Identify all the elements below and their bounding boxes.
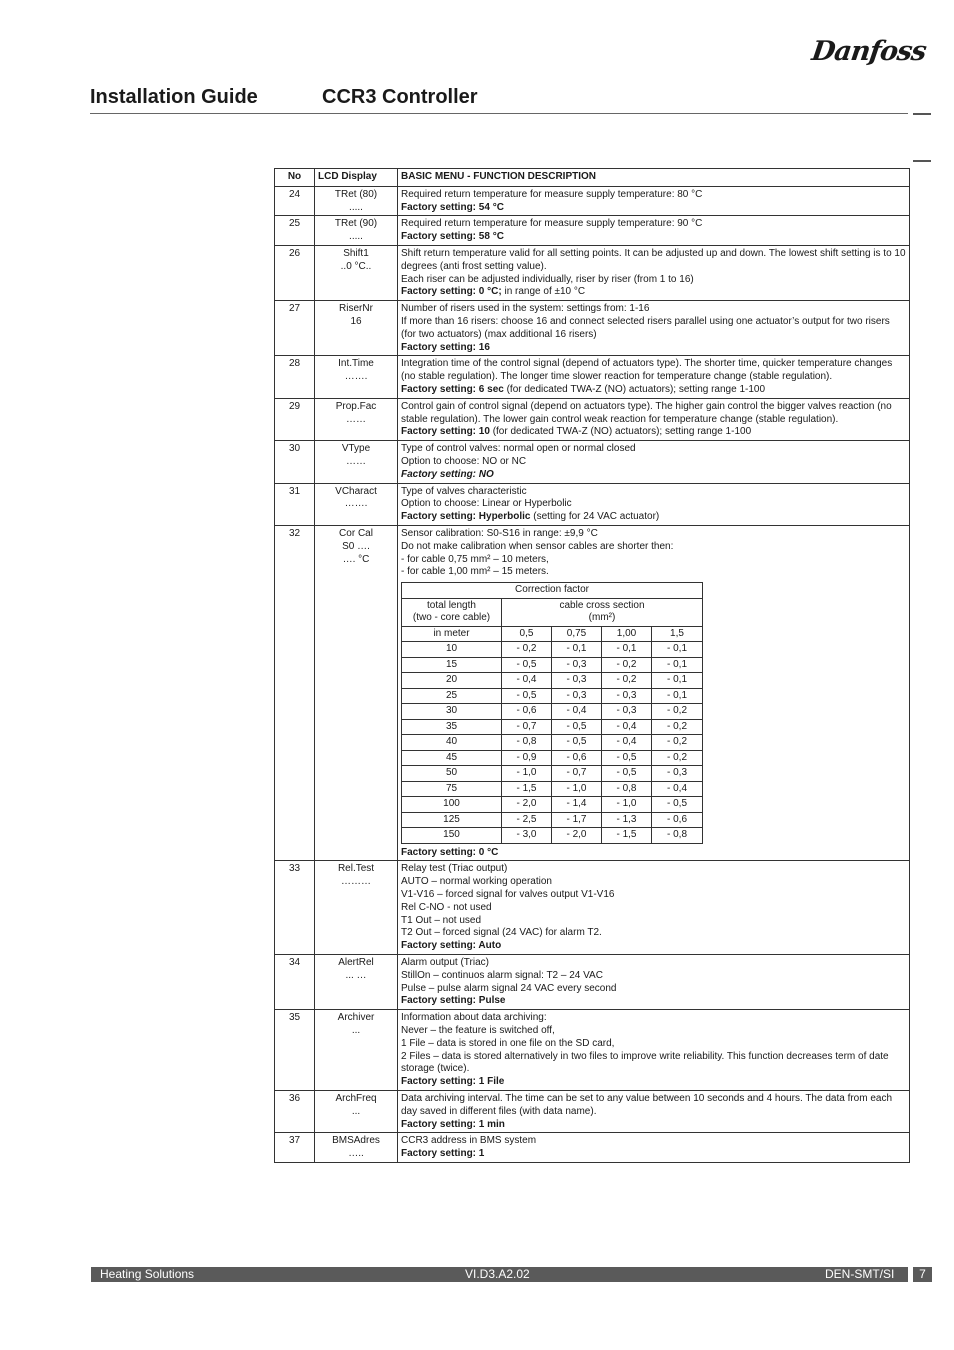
description-line — [401, 927, 906, 940]
description-line — [401, 847, 906, 860]
description-line — [401, 303, 906, 316]
description-text: Shift return temperature valid for all setting points. It can be adjusted up and down. The lowest shift setting is to 10 degrees (anti frost setting value). — [401, 247, 906, 272]
correction-value: - 0,2 — [652, 735, 703, 751]
factory-setting: Factory setting: Pulse — [401, 995, 506, 1007]
row-number: 34 — [275, 954, 315, 1009]
two-core-cable-label: (two - core cable) — [412, 612, 491, 624]
table-row — [275, 216, 910, 246]
row-number: 28 — [275, 356, 315, 398]
description-text: Pulse – pulse alarm signal 24 VAC every second — [401, 982, 617, 994]
description-line — [401, 358, 906, 384]
description-text: Option to choose: Linear or Hyperbolic — [401, 498, 572, 510]
lcd-display-cell — [315, 525, 398, 860]
lcd-display-text: TRet (90) — [334, 218, 378, 230]
description-line — [401, 995, 906, 1008]
description-text: 1 File – data is stored in one file on the SD card, — [401, 1037, 615, 1049]
correction-value: - 0,1 — [602, 642, 652, 658]
correction-value: - 1,0 — [602, 797, 652, 813]
margin-mark-top — [913, 113, 931, 115]
description-text: T2 Out – forced signal (24 VAC) for alarm T2. — [401, 927, 602, 939]
table-row — [275, 483, 910, 525]
description-line — [401, 511, 906, 524]
danfoss-logo: Danfoss — [809, 36, 928, 67]
correction-value: - 0,5 — [602, 766, 652, 782]
lcd-display-text: ..... — [349, 231, 363, 243]
table-row — [275, 301, 910, 356]
description-line — [401, 202, 906, 215]
correction-value: - 0,4 — [502, 673, 552, 689]
description-line — [401, 316, 906, 342]
description-text: 2 Files – data is stored alternatively in two files to improve write reliability. This function decreases term of date storage (twice). — [401, 1050, 889, 1075]
description-text: StillOn – continuos alarm signal: T2 – 24 VAC — [401, 969, 603, 981]
lcd-display-text: Rel.Test — [337, 863, 375, 875]
cable-length-value: 150 — [402, 828, 502, 844]
correction-value: - 0,3 — [602, 704, 652, 720]
table-row — [275, 954, 910, 1009]
description-line — [401, 401, 906, 427]
factory-setting: Factory setting: Auto — [401, 940, 502, 952]
factory-setting: Factory setting: 1 min — [401, 1118, 505, 1130]
lcd-display-text: ….. — [348, 1148, 364, 1160]
correction-row — [402, 688, 703, 704]
description-text: - for cable 1,00 mm² – 15 meters. — [401, 566, 549, 578]
description-line — [401, 528, 906, 541]
row-number: 26 — [275, 245, 315, 300]
description-line — [401, 486, 906, 499]
row-number: 30 — [275, 441, 315, 483]
correction-value: - 0,2 — [602, 657, 652, 673]
factory-setting: Factory setting: 0 °C — [401, 846, 499, 858]
row-number: 29 — [275, 398, 315, 440]
description-text: Type of valves characteristic — [401, 485, 527, 497]
factory-setting: Factory setting: NO — [401, 468, 494, 480]
total-length-label: total length — [427, 599, 476, 611]
correction-value: - 0,5 — [602, 750, 652, 766]
section-value: 1,5 — [652, 626, 703, 642]
description-text: Sensor calibration: S0-S16 in range: ±9,9 °C — [401, 527, 598, 539]
cable-length-value: 30 — [402, 704, 502, 720]
lcd-display-text: VType — [341, 443, 371, 455]
description-line — [401, 1012, 906, 1025]
lcd-display-text: TRet (80) — [334, 188, 378, 200]
function-description-cell — [398, 301, 910, 356]
correction-value: - 0,5 — [502, 657, 552, 673]
lcd-display-text: Shift1 — [343, 247, 369, 259]
description-line — [401, 1038, 906, 1051]
lcd-display-text: ..0 °C.. — [340, 260, 372, 272]
correction-value: - 0,3 — [552, 657, 602, 673]
description-line — [401, 384, 906, 397]
description-text: Required return temperature for measure supply temperature: 80 °C — [401, 188, 703, 200]
description-text: - for cable 0,75 mm² – 10 meters, — [401, 553, 549, 565]
doc-type-title: Installation Guide — [90, 86, 258, 108]
description-line — [401, 469, 906, 482]
factory-setting: Factory setting: Hyperbolic — [401, 511, 531, 523]
correction-value: - 0,1 — [652, 673, 703, 689]
correction-value: - 0,3 — [602, 688, 652, 704]
correction-row — [402, 719, 703, 735]
correction-value: - 0,1 — [652, 657, 703, 673]
menu-table-body — [275, 186, 910, 1162]
correction-value: - 1,5 — [502, 781, 552, 797]
cable-length-value: 15 — [402, 657, 502, 673]
lcd-display-cell — [315, 441, 398, 483]
basic-menu-table — [274, 168, 910, 1163]
lcd-display-cell — [315, 245, 398, 300]
header-no: No — [275, 169, 315, 187]
correction-row — [402, 766, 703, 782]
row-number: 35 — [275, 1010, 315, 1091]
row-number: 33 — [275, 861, 315, 955]
correction-value: - 0,9 — [502, 750, 552, 766]
function-description-cell — [398, 525, 910, 860]
correction-value: - 0,5 — [652, 797, 703, 813]
correction-value: - 0,2 — [502, 642, 552, 658]
table-row — [275, 245, 910, 300]
lcd-display-cell — [315, 356, 398, 398]
description-line — [401, 1025, 906, 1038]
table-row — [275, 1010, 910, 1091]
lcd-display-text: Cor Cal — [339, 527, 373, 539]
correction-value: - 0,5 — [502, 688, 552, 704]
description-text: (for dedicated TWA-Z (NO) actuators); setting range 1-100 — [489, 426, 752, 438]
function-description-cell — [398, 186, 910, 216]
description-line — [401, 1148, 906, 1161]
page-number: 7 — [913, 1267, 932, 1282]
description-line — [401, 274, 906, 287]
description-line — [401, 902, 906, 915]
correction-value: - 0,2 — [652, 750, 703, 766]
description-line — [401, 456, 906, 469]
correction-value: - 0,1 — [652, 688, 703, 704]
function-description-cell — [398, 1090, 910, 1132]
table-header-row — [275, 169, 910, 187]
description-text: Do not make calibration when sensor cables are shorter then: — [401, 540, 674, 552]
correction-value: - 1,3 — [602, 812, 652, 828]
correction-value: - 1,0 — [502, 766, 552, 782]
product-title: CCR3 Controller — [322, 86, 478, 108]
description-text: Each riser can be adjusted individually, riser by riser (from 1 to 16) — [401, 273, 694, 285]
description-line — [401, 1119, 906, 1132]
factory-setting: Factory setting: 0 °C; — [401, 286, 502, 298]
correction-value: - 0,4 — [602, 719, 652, 735]
correction-row — [402, 828, 703, 844]
lcd-display-cell — [315, 483, 398, 525]
correction-value: - 2,0 — [552, 828, 602, 844]
table-row — [275, 525, 910, 860]
description-line — [401, 1051, 906, 1077]
table-row — [275, 441, 910, 483]
lcd-display-text: Prop.Fac — [335, 400, 377, 412]
correction-value: - 0,6 — [652, 812, 703, 828]
description-text: CCR3 address in BMS system — [401, 1135, 537, 1147]
function-description-cell — [398, 245, 910, 300]
correction-value: - 0,8 — [502, 735, 552, 751]
row-number: 36 — [275, 1090, 315, 1132]
row-number: 31 — [275, 483, 315, 525]
description-text: Data archiving interval. The time can be set to any value between 10 seconds and 4 hours. The data from each day saved in different files (with data name). — [401, 1092, 893, 1117]
function-description-cell — [398, 398, 910, 440]
description-text: Option to choose: NO or NC — [401, 455, 527, 467]
description-line — [401, 443, 906, 456]
description-line — [401, 1076, 906, 1089]
row-number: 25 — [275, 216, 315, 246]
correction-value: - 1,7 — [552, 812, 602, 828]
correction-row — [402, 750, 703, 766]
function-description-cell — [398, 1133, 910, 1163]
correction-value: - 0,3 — [552, 673, 602, 689]
row-number: 32 — [275, 525, 315, 860]
lcd-display-text: AlertRel — [338, 956, 374, 968]
description-line — [401, 189, 906, 202]
lcd-display-cell — [315, 861, 398, 955]
description-line — [401, 248, 906, 274]
description-line — [401, 863, 906, 876]
correction-value: - 0,2 — [652, 704, 703, 720]
correction-value: - 0,8 — [602, 781, 652, 797]
description-line — [401, 286, 906, 299]
correction-value: - 0,6 — [502, 704, 552, 720]
description-text: AUTO – normal working operation — [401, 876, 552, 888]
correction-row — [402, 735, 703, 751]
cable-length-value: 25 — [402, 688, 502, 704]
section-value: 0,5 — [502, 626, 552, 642]
description-text: Relay test (Triac output) — [401, 863, 508, 875]
cable-length-value: 45 — [402, 750, 502, 766]
lcd-display-text: …. °C — [342, 553, 370, 565]
lcd-display-text: ……… — [341, 876, 371, 888]
table-row — [275, 861, 910, 955]
lcd-display-cell — [315, 301, 398, 356]
header-lcd-display: LCD Display — [315, 169, 398, 187]
description-text: Number of risers used in the system: settings from: 1-16 — [401, 303, 650, 315]
description-line — [401, 970, 906, 983]
lcd-display-cell — [315, 186, 398, 216]
correction-value: - 0,4 — [602, 735, 652, 751]
lcd-display-text: VCharact — [335, 485, 377, 497]
header-divider — [90, 113, 908, 114]
total-length-header — [402, 598, 502, 626]
description-line — [401, 940, 906, 953]
lcd-display-text: ... — [351, 1105, 361, 1117]
lcd-display-text: ..... — [349, 201, 363, 213]
lcd-display-cell — [315, 216, 398, 246]
table-row — [275, 356, 910, 398]
correction-value: - 0,2 — [652, 719, 703, 735]
correction-value: - 0,8 — [652, 828, 703, 844]
lcd-display-text: …… — [346, 413, 366, 425]
section-value: 1,00 — [602, 626, 652, 642]
lcd-display-cell — [315, 954, 398, 1009]
lcd-display-cell — [315, 398, 398, 440]
cable-length-value: 50 — [402, 766, 502, 782]
function-description-cell — [398, 483, 910, 525]
table-row — [275, 398, 910, 440]
description-line — [401, 1093, 906, 1119]
correction-factor-title: Correction factor — [402, 583, 703, 599]
footer-section-name: Heating Solutions — [100, 1267, 195, 1281]
lcd-display-cell — [315, 1090, 398, 1132]
function-description-cell — [398, 861, 910, 955]
description-line — [401, 876, 906, 889]
description-text: Integration time of the control signal (depend of actuators type). The shorter time, quicker temperature changes (no stable regulation). The longer time slower reaction for temperature change (stable regulation). — [401, 358, 893, 383]
lcd-display-text: …… — [346, 455, 366, 467]
lcd-display-text: ... — [351, 1024, 361, 1036]
correction-value: - 1,4 — [552, 797, 602, 813]
function-description-cell — [398, 1010, 910, 1091]
cable-cross-section-label: cable cross section — [559, 599, 645, 611]
description-line — [401, 915, 906, 928]
factory-setting: Factory setting: 1 — [401, 1148, 485, 1160]
description-text: Alarm output (Triac) — [401, 956, 489, 968]
description-line — [401, 566, 906, 579]
correction-value: - 0,3 — [552, 688, 602, 704]
cable-cross-section-header — [502, 598, 703, 626]
lcd-display-text: RiserNr — [339, 303, 373, 315]
cable-length-value: 35 — [402, 719, 502, 735]
correction-value: - 0,1 — [652, 642, 703, 658]
factory-setting: Factory setting: 58 °C — [401, 231, 504, 243]
description-text: Control gain of control signal (depend on actuators type). The higher gain control the bigger valves reaction (no stable regulation). The lower gain control weak reaction for temperature change (stable regulation). — [401, 400, 892, 425]
function-description-cell — [398, 216, 910, 246]
correction-row — [402, 704, 703, 720]
lcd-display-text: Int.Time — [338, 358, 374, 370]
row-number: 27 — [275, 301, 315, 356]
description-line — [401, 218, 906, 231]
cross-section-unit: (mm²) — [588, 612, 616, 624]
description-line — [401, 231, 906, 244]
correction-value: - 0,7 — [552, 766, 602, 782]
cable-length-value: 40 — [402, 735, 502, 751]
description-text: Information about data archiving: — [401, 1012, 547, 1024]
description-text: T1 Out – not used — [401, 914, 482, 926]
correction-row — [402, 673, 703, 689]
cable-length-value: 75 — [402, 781, 502, 797]
correction-row — [402, 781, 703, 797]
section-value: 0,75 — [552, 626, 602, 642]
factory-setting: Factory setting: 54 °C — [401, 201, 504, 213]
cable-length-value: 10 — [402, 642, 502, 658]
table-row — [275, 1133, 910, 1163]
correction-value: - 0,5 — [552, 719, 602, 735]
lcd-display-text: ……. — [344, 498, 368, 510]
lcd-display-text: 16 — [350, 315, 362, 327]
correction-value: - 0,2 — [602, 673, 652, 689]
lcd-display-text: ……. — [344, 371, 368, 383]
description-text: Never – the feature is switched off, — [401, 1024, 555, 1036]
description-text: Required return temperature for measure supply temperature: 90 °C — [401, 218, 703, 230]
description-text: (for dedicated TWA-Z (NO) actuators); setting range 1-100 — [503, 383, 766, 395]
length-unit-label: in meter — [402, 626, 502, 642]
correction-value: - 1,5 — [602, 828, 652, 844]
correction-value: - 3,0 — [502, 828, 552, 844]
lcd-display-text: ArchFreq — [335, 1092, 377, 1104]
description-line — [401, 342, 906, 355]
correction-row — [402, 812, 703, 828]
function-description-cell — [398, 356, 910, 398]
description-line — [401, 426, 906, 439]
correction-value: - 0,5 — [552, 735, 602, 751]
correction-value: - 0,4 — [552, 704, 602, 720]
description-line — [401, 541, 906, 554]
margin-mark-lower — [913, 160, 931, 162]
description-text: V1-V16 – forced signal for valves output V1-V16 — [401, 889, 615, 900]
function-description-cell — [398, 954, 910, 1009]
footer-dept-code: DEN-SMT/SI — [825, 1267, 895, 1281]
correction-value: - 0,7 — [502, 719, 552, 735]
description-line — [401, 889, 906, 902]
lcd-display-text: S0 …. — [342, 540, 370, 552]
lcd-display-text: ... … — [345, 969, 367, 981]
description-text: If more than 16 risers: choose 16 and connect selected risers parallel using one actuator’s output for two risers (for two actuators) (max additional 16 risers) — [401, 315, 890, 340]
correction-value: - 0,4 — [652, 781, 703, 797]
correction-value: - 0,6 — [552, 750, 602, 766]
correction-value: - 0,3 — [652, 766, 703, 782]
cable-length-value: 20 — [402, 673, 502, 689]
factory-setting: Factory setting: 1 File — [401, 1076, 505, 1088]
lcd-display-text: BMSAdres — [332, 1135, 380, 1147]
description-text: in range of ±10 °C — [501, 286, 586, 298]
factory-setting: Factory setting: 10 — [401, 426, 490, 438]
function-description-cell — [398, 441, 910, 483]
cable-length-value: 100 — [402, 797, 502, 813]
cable-length-value: 125 — [402, 812, 502, 828]
correction-value: - 0,1 — [552, 642, 602, 658]
footer-doc-code: VI.D3.A2.02 — [465, 1267, 530, 1281]
correction-row — [402, 657, 703, 673]
row-number: 37 — [275, 1133, 315, 1163]
correction-value: - 1,0 — [552, 781, 602, 797]
row-number: 24 — [275, 186, 315, 216]
correction-value: - 2,0 — [502, 797, 552, 813]
lcd-display-cell — [315, 1133, 398, 1163]
correction-row — [402, 797, 703, 813]
table-row — [275, 186, 910, 216]
description-line — [401, 498, 906, 511]
lcd-display-cell — [315, 1010, 398, 1091]
correction-value: - 2,5 — [502, 812, 552, 828]
table-row — [275, 1090, 910, 1132]
factory-setting: Factory setting: 16 — [401, 341, 490, 353]
correction-row — [402, 642, 703, 658]
correction-factor-table — [401, 582, 703, 844]
description-line — [401, 957, 906, 970]
description-text: Type of control valves: normal open or normal closed — [401, 443, 636, 455]
factory-setting: Factory setting: 6 sec — [401, 383, 504, 395]
description-line — [401, 1135, 906, 1148]
description-line — [401, 983, 906, 996]
lcd-display-text: Archiver — [337, 1012, 375, 1024]
header-function-description: BASIC MENU - FUNCTION DESCRIPTION — [398, 169, 910, 187]
description-text: Rel C-NO - not used — [401, 901, 492, 913]
description-line — [401, 554, 906, 567]
description-text: (setting for 24 VAC actuator) — [530, 511, 660, 523]
